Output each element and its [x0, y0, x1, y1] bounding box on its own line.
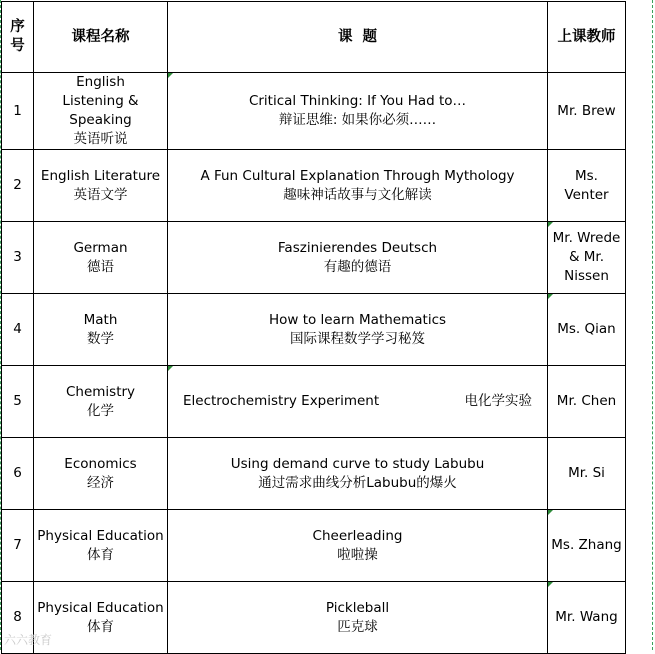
course-en: English Literature [40, 167, 161, 184]
table-row [2, 222, 626, 294]
header-topic: 课 题 [168, 2, 548, 73]
topic-cn: 有趣的德语 [323, 258, 392, 275]
course-cell [34, 294, 168, 366]
course-cn: 化学 [87, 402, 114, 419]
course-cell [34, 582, 168, 654]
teacher-line: & Mr. [568, 249, 605, 265]
teacher-cell: Mr. Si [548, 438, 626, 510]
course-cn: 经济 [87, 474, 114, 491]
course-cell [34, 73, 168, 150]
header-teacher: 上课教师 [548, 2, 626, 73]
watermark-logo: 六六教育 [4, 633, 53, 647]
topic-cell [168, 294, 548, 366]
course-cn: 数学 [87, 330, 114, 347]
topic-en: Pickleball [325, 599, 390, 616]
topic-en: A Fun Cultural Explanation Through Mythology [200, 167, 515, 184]
header-no: 序号 [2, 2, 34, 73]
course-en: Chemistry [65, 383, 136, 400]
topic-cn: 国际课程数学学习秘笈 [290, 330, 425, 347]
table-row [2, 366, 626, 438]
table-row [2, 510, 626, 582]
topic-cell [168, 150, 548, 222]
course-cell [34, 222, 168, 294]
row-no: 5 [2, 366, 34, 438]
topic-cn: 匹克球 [337, 618, 378, 635]
row-no: 7 [2, 510, 34, 582]
table-row [2, 150, 626, 222]
course-en: Economics [64, 455, 137, 472]
topic-en: Critical Thinking: If You Had to… [248, 93, 467, 109]
course-cn: 英语文学 [73, 186, 128, 203]
course-en: Physical Education [37, 527, 164, 544]
topic-cell [168, 510, 548, 582]
topic-cell [168, 73, 548, 150]
teacher-cell: Ms. Venter [548, 150, 626, 222]
course-cn: 英语听说 [73, 131, 128, 147]
row-no: 2 [2, 150, 34, 222]
course-en: Math [83, 311, 118, 328]
topic-cell [168, 366, 548, 438]
grid-right-edge [652, 0, 653, 650]
topic-cn: 啦啦操 [337, 546, 378, 563]
topic-en: How to learn Mathematics [268, 311, 447, 328]
table-row [2, 582, 626, 654]
row-no: 3 [2, 222, 34, 294]
row-no: 6 [2, 438, 34, 510]
course-en: Physical Education [37, 599, 164, 616]
teacher-cell [548, 222, 626, 294]
course-cell [34, 438, 168, 510]
course-en: English [76, 74, 125, 90]
teacher-cell: Ms. Zhang [548, 510, 626, 582]
course-cell [34, 150, 168, 222]
teacher-cell: Mr. Chen [548, 366, 626, 438]
table-header-row [2, 2, 626, 73]
row-no: 1 [2, 73, 34, 150]
topic-cell [168, 582, 548, 654]
topic-en: Cheerleading [312, 527, 403, 544]
course-en: German [73, 239, 128, 256]
topic-en: Faszinierendes Deutsch [277, 239, 438, 256]
teacher-line: Nissen [564, 268, 609, 284]
table-row [2, 73, 626, 150]
course-cell [34, 366, 168, 438]
course-en: Listening & Speaking [62, 93, 139, 128]
course-cn: 体育 [87, 546, 114, 563]
header-course: 课程名称 [34, 2, 168, 73]
course-cn: 体育 [87, 618, 114, 635]
teacher-line: Mr. Wrede [552, 230, 621, 246]
topic-cn: 电化学实验 [464, 393, 532, 409]
row-no: 8 [2, 582, 34, 654]
topic-cn: 辩证思维: 如果你必须…… [278, 112, 437, 128]
topic-cn: 通过需求曲线分析Labubu的爆火 [258, 474, 457, 491]
table-row [2, 438, 626, 510]
topic-en: Electrochemistry Experiment [183, 393, 380, 409]
teacher-cell: Mr. Brew [548, 73, 626, 150]
topic-cell [168, 222, 548, 294]
topic-cell [168, 438, 548, 510]
topic-en: Using demand curve to study Labubu [230, 455, 485, 472]
course-cn: 德语 [87, 258, 114, 275]
teacher-cell: Ms. Qian [548, 294, 626, 366]
topic-cn: 趣味神话故事与文化解读 [283, 186, 432, 203]
teacher-cell: Mr. Wang [548, 582, 626, 654]
table-row [2, 294, 626, 366]
course-table [1, 1, 626, 654]
course-cell [34, 510, 168, 582]
row-no: 4 [2, 294, 34, 366]
